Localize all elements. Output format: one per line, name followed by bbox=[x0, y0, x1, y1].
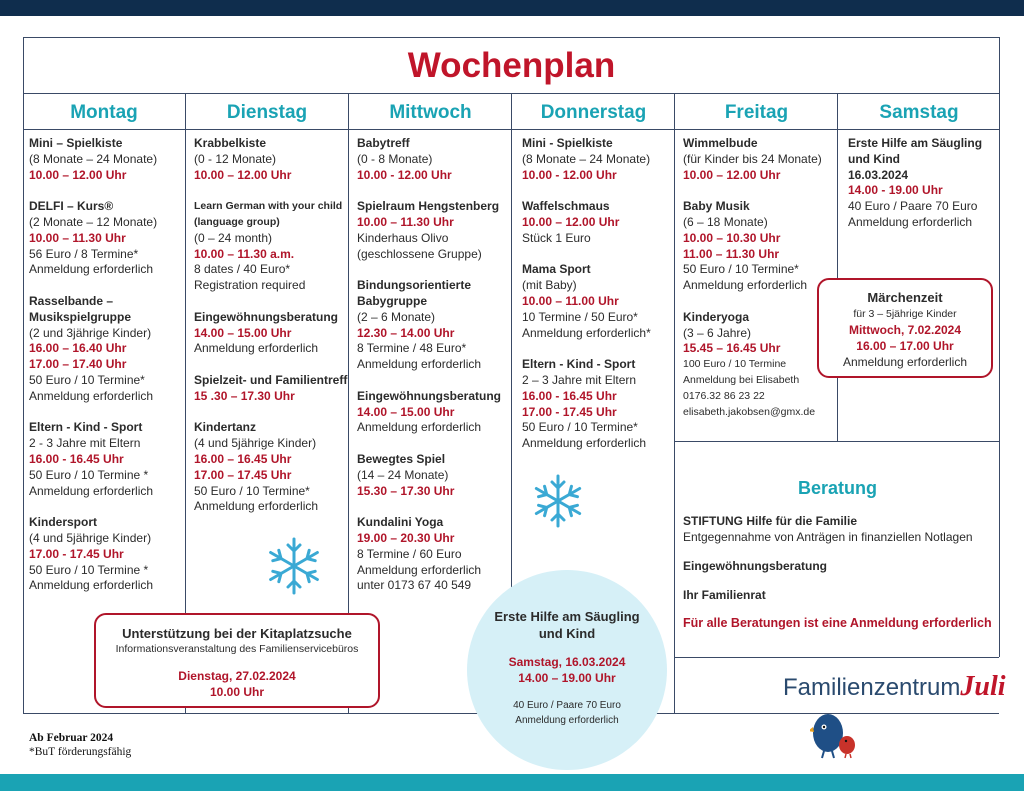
entry-line: Anmeldung erforderlich* bbox=[522, 325, 651, 340]
kitaplatz-box bbox=[94, 613, 380, 708]
column-divider bbox=[837, 94, 838, 441]
maerchenzeit-note: Anmeldung erforderlich bbox=[842, 355, 968, 369]
column-donnerstag bbox=[522, 136, 651, 468]
column-divider bbox=[674, 94, 675, 714]
kitaplatz-subtitle: Informationsveranstaltung des Familienservicebüros bbox=[115, 642, 359, 655]
schedule-entry bbox=[357, 136, 501, 183]
entry-line: Babytreff bbox=[357, 136, 410, 150]
entry-line: 0176.32 86 23 22 bbox=[683, 389, 765, 402]
entry-line: (8 Monate – 24 Monate) bbox=[29, 151, 158, 166]
ersthilfe-title: Erste Hilfe am Säugling bbox=[494, 609, 640, 624]
entry-line: 15.45 – 16.45 Uhr bbox=[683, 341, 781, 356]
ersthilfe-circle bbox=[467, 570, 667, 770]
entry-line: Erste Hilfe am Säugling bbox=[848, 136, 983, 150]
snowflake-icon bbox=[527, 472, 589, 530]
schedule-entry bbox=[522, 262, 651, 341]
entry-line: Learn German with your child bbox=[194, 200, 343, 213]
entry-line: Musikspielgruppe bbox=[29, 309, 132, 324]
schedule-entry bbox=[357, 452, 501, 499]
ersthilfe-title-2: und Kind bbox=[538, 626, 596, 641]
entry-line: Kindertanz bbox=[194, 420, 257, 435]
entry-line: Mini - Spielkiste bbox=[522, 136, 613, 150]
entry-line: unter 0173 67 40 549 bbox=[357, 578, 472, 593]
day-header-samstag: Samstag bbox=[879, 102, 959, 123]
entry-line: Baby Musik bbox=[683, 199, 750, 214]
entry-line: Kindersport bbox=[29, 515, 98, 530]
entry-line: (4 und 5jährige Kinder) bbox=[29, 530, 152, 545]
schedule-entry bbox=[194, 420, 347, 515]
entry-line: 15 .30 – 17.30 Uhr bbox=[194, 388, 295, 403]
entry-line: (4 und 5jährige Kinder) bbox=[194, 436, 317, 451]
entry-line: Anmeldung bei Elisabeth bbox=[683, 373, 800, 386]
schedule-entry bbox=[357, 199, 501, 262]
entry-line: 10.00 – 11.30 a.m. bbox=[194, 246, 295, 261]
day-header-mittwoch: Mittwoch bbox=[389, 102, 472, 123]
beratung-bottom-divider bbox=[674, 657, 1000, 658]
schedule-entry bbox=[522, 199, 651, 246]
entry-line: 10.00 – 12.00 Uhr bbox=[29, 167, 127, 182]
schedule-entry bbox=[357, 278, 501, 373]
entry-line: elisabeth.jakobsen@gmx.de bbox=[683, 405, 816, 418]
entry-line: Bewegtes Spiel bbox=[357, 451, 446, 466]
kitaplatz-time: 10.00 Uhr bbox=[209, 684, 265, 699]
entry-line: 50 Euro / 10 Termine* bbox=[194, 483, 310, 498]
entry-line: Eingewöhnungsberatung bbox=[357, 388, 501, 403]
entry-line: 56 Euro / 8 Termine* bbox=[29, 246, 139, 261]
schedule-entry bbox=[683, 136, 822, 183]
entry-line: 10.00 - 12.00 Uhr bbox=[522, 167, 617, 182]
bottom-bar bbox=[0, 774, 1024, 791]
schedule-entry bbox=[194, 136, 347, 183]
entry-line: Wimmelbude bbox=[683, 136, 758, 150]
entry-line: (2 – 6 Monate) bbox=[357, 309, 436, 324]
maerchenzeit-box bbox=[817, 278, 993, 378]
beratung-notice: Für alle Beratungen ist eine Anmeldung erforderlich bbox=[683, 616, 992, 630]
entry-line: 10.00 – 12.00 Uhr bbox=[683, 167, 781, 182]
column-samstag bbox=[848, 136, 982, 247]
ersthilfe-time: 14.00 – 19.00 Uhr bbox=[518, 671, 616, 685]
entry-line: (für Kinder bis 24 Monate) bbox=[683, 151, 822, 166]
entry-line: 11.00 – 11.30 Uhr bbox=[683, 246, 780, 261]
schedule-entry bbox=[522, 357, 651, 452]
footer-valid-from: Ab Februar 2024 bbox=[29, 732, 114, 744]
schedule-entry bbox=[29, 515, 157, 594]
schedule-entry bbox=[357, 389, 501, 436]
beratung-section bbox=[683, 513, 992, 631]
entry-line: 100 Euro / 10 Termine bbox=[683, 358, 787, 371]
entry-line: 50 Euro / 10 Termine* bbox=[683, 262, 799, 277]
entry-line: und Kind bbox=[848, 151, 900, 166]
beratung-heading: Beratung bbox=[797, 478, 877, 498]
entry-line: 16.00 - 16.45 Uhr bbox=[29, 451, 124, 466]
footer-notes bbox=[29, 731, 131, 759]
entry-line: (0 - 8 Monate) bbox=[357, 151, 433, 166]
schedule-entry bbox=[194, 310, 347, 357]
entry-line: Anmeldung erforderlich bbox=[522, 436, 647, 451]
column-freitag bbox=[683, 136, 822, 436]
entry-line: 10.00 – 12.00 Uhr bbox=[522, 214, 620, 229]
entry-line: Rasselbande – bbox=[29, 293, 114, 308]
logo-accent: Juli bbox=[960, 671, 1006, 702]
maerchenzeit-time: 16.00 – 17.00 Uhr bbox=[856, 339, 954, 353]
entry-line: 2 – 3 Jahre mit Eltern bbox=[522, 372, 637, 387]
snowflake-icon bbox=[263, 535, 325, 597]
entry-line: (8 Monate – 24 Monate) bbox=[522, 151, 651, 166]
entry-line: 50 Euro / 10 Termine* bbox=[29, 372, 145, 387]
day-header-donnerstag: Donnerstag bbox=[540, 102, 647, 123]
page-title: Wochenplan bbox=[23, 38, 1000, 94]
maerchenzeit-subtitle: für 3 – 5jährige Kinder bbox=[853, 308, 957, 320]
entry-line: Eingewöhnungsberatung bbox=[194, 309, 338, 324]
entry-line: 10.00 – 11.30 Uhr bbox=[357, 214, 454, 229]
entry-line: 17.00 - 17.45 Uhr bbox=[522, 404, 617, 419]
entry-line: Anmeldung erforderlich bbox=[683, 278, 808, 293]
entry-line: 16.00 - 16.45 Uhr bbox=[522, 388, 617, 403]
entry-line: (mit Baby) bbox=[522, 278, 577, 293]
entry-line: 17.00 – 17.45 Uhr bbox=[194, 467, 292, 482]
entry-line: Mama Sport bbox=[522, 262, 591, 277]
beratung-stiftung: STIFTUNG Hilfe für die Familie bbox=[683, 514, 858, 528]
entry-line: Kundalini Yoga bbox=[357, 515, 444, 530]
top-bar bbox=[0, 0, 1024, 16]
entry-line: Kinderyoga bbox=[683, 309, 750, 324]
entry-line: Anmeldung erforderlich bbox=[29, 578, 154, 593]
day-header-freitag: Freitag bbox=[724, 102, 789, 123]
schedule-entry bbox=[29, 199, 157, 278]
ersthilfe-price: 40 Euro / Paare 70 Euro bbox=[513, 700, 621, 711]
beratung-eingewoehnung: Eingewöhnungsberatung bbox=[683, 559, 827, 573]
schedule-entry bbox=[683, 199, 822, 294]
column-mittwoch bbox=[357, 136, 501, 610]
entry-line: Anmeldung erforderlich bbox=[357, 420, 482, 435]
day-header-montag: Montag bbox=[70, 102, 138, 123]
entry-line: 16.00 – 16.40 Uhr bbox=[29, 341, 127, 356]
entry-line: 14.00 – 15.00 Uhr bbox=[357, 404, 455, 419]
entry-line: 10.00 – 12.00 Uhr bbox=[194, 167, 292, 182]
schedule-entry bbox=[683, 310, 822, 421]
entry-line: Waffelschmaus bbox=[522, 199, 610, 214]
entry-line: 16.00 – 16.45 Uhr bbox=[194, 451, 292, 466]
entry-line: Spielraum Hengstenberg bbox=[357, 199, 500, 214]
entry-line: (2 Monate – 12 Monate) bbox=[29, 214, 158, 229]
entry-line: Anmeldung erforderlich bbox=[357, 562, 482, 577]
beratung-divider bbox=[674, 441, 1000, 442]
entry-line: 10.00 – 11.30 Uhr bbox=[29, 230, 126, 245]
logo-text: Familienzentrum bbox=[783, 674, 961, 701]
entry-line: 10.00 – 11.00 Uhr bbox=[522, 293, 619, 308]
entry-line: Anmeldung erforderlich bbox=[29, 262, 154, 277]
schedule-entry bbox=[194, 373, 347, 405]
entry-line: 40 Euro / Paare 70 Euro bbox=[848, 199, 978, 214]
entry-line: DELFI – Kurs® bbox=[29, 199, 114, 214]
entry-line: Anmeldung erforderlich bbox=[29, 388, 154, 403]
entry-line: Babygruppe bbox=[357, 293, 428, 308]
entry-line: Anmeldung erforderlich bbox=[194, 499, 319, 514]
schedule-entry bbox=[29, 420, 157, 499]
entry-line: Bindungsorientierte bbox=[357, 278, 472, 293]
bird-logo-icon bbox=[810, 705, 860, 759]
entry-line: Mini – Spielkiste bbox=[29, 136, 123, 150]
day-header-dienstag: Dienstag bbox=[226, 102, 308, 123]
entry-line: (geschlossene Gruppe) bbox=[357, 246, 482, 261]
entry-line: (0 - 12 Monate) bbox=[194, 151, 277, 166]
entry-line: Eltern - Kind - Sport bbox=[522, 357, 636, 372]
entry-line: (0 – 24 month) bbox=[194, 230, 273, 245]
ersthilfe-note: Anmeldung erforderlich bbox=[515, 715, 619, 726]
entry-line: Krabbelkiste bbox=[194, 136, 267, 150]
entry-line: 50 Euro / 10 Termine * bbox=[29, 562, 149, 577]
entry-line: 19.00 – 20.30 Uhr bbox=[357, 530, 455, 545]
kitaplatz-title: Unterstützung bei der Kitaplatzsuche bbox=[122, 626, 352, 641]
maerchenzeit-title: Märchenzeit bbox=[867, 290, 943, 305]
column-montag bbox=[29, 136, 157, 610]
entry-line: Anmeldung erforderlich bbox=[848, 214, 973, 229]
footer-but-note: *BuT förderungsfähig bbox=[29, 746, 132, 758]
entry-line: 14.00 – 15.00 Uhr bbox=[194, 325, 292, 340]
entry-line: Registration required bbox=[194, 278, 306, 293]
entry-line: 17.00 – 17.40 Uhr bbox=[29, 357, 127, 372]
entry-line: Spielzeit- und Familientreff bbox=[194, 372, 348, 387]
entry-line: 10 Termine / 50 Euro* bbox=[522, 309, 638, 324]
column-dienstag bbox=[194, 136, 347, 531]
entry-line: Anmeldung erforderlich bbox=[29, 483, 154, 498]
entry-line: Anmeldung erforderlich bbox=[194, 341, 319, 356]
entry-line: 2 - 3 Jahre mit Eltern bbox=[29, 436, 141, 451]
entry-line: Eltern - Kind - Sport bbox=[29, 420, 143, 435]
entry-line: Stück 1 Euro bbox=[522, 230, 591, 245]
schedule-entry bbox=[522, 136, 651, 183]
entry-line: 10.00 - 12.00 Uhr bbox=[357, 167, 452, 182]
entry-line: 16.03.2024 bbox=[848, 167, 909, 182]
entry-line: (6 – 18 Monate) bbox=[683, 214, 768, 229]
maerchenzeit-date: Mittwoch, 7.02.2024 bbox=[848, 323, 962, 337]
entry-line: 14.00 - 19.00 Uhr bbox=[848, 183, 943, 198]
beratung-stiftung-desc: Entgegennahme von Anträgen in finanziellen Notlagen bbox=[683, 530, 973, 544]
entry-line: 8 Termine / 48 Euro* bbox=[357, 341, 467, 356]
entry-line: (3 – 6 Jahre) bbox=[683, 325, 752, 340]
beratung-familienrat: Ihr Familienrat bbox=[683, 588, 766, 602]
entry-line: 8 dates / 40 Euro* bbox=[194, 262, 291, 277]
entry-line: 12.30 – 14.00 Uhr bbox=[357, 325, 455, 340]
schedule-entry bbox=[357, 515, 501, 594]
familienzentrum-logo bbox=[783, 671, 1006, 703]
ersthilfe-date: Samstag, 16.03.2024 bbox=[508, 655, 626, 669]
entry-line: 15.30 – 17.30 Uhr bbox=[357, 483, 455, 498]
entry-line: 8 Termine / 60 Euro bbox=[357, 546, 462, 561]
entry-line: (2 und 3jährige Kinder) bbox=[29, 325, 152, 340]
schedule-entry bbox=[194, 199, 347, 294]
schedule-entry bbox=[848, 136, 982, 231]
entry-line: Kinderhaus Olivo bbox=[357, 230, 449, 245]
entry-line: 17.00 - 17.45 Uhr bbox=[29, 546, 124, 561]
schedule-entry bbox=[29, 294, 157, 405]
entry-line: 50 Euro / 10 Termine* bbox=[522, 420, 638, 435]
entry-line: 10.00 – 10.30 Uhr bbox=[683, 230, 781, 245]
entry-line: Anmeldung erforderlich bbox=[357, 357, 482, 372]
kitaplatz-date: Dienstag, 27.02.2024 bbox=[178, 669, 296, 683]
entry-line: 50 Euro / 10 Termine * bbox=[29, 467, 149, 482]
entry-line: (language group) bbox=[194, 215, 280, 228]
schedule-entry bbox=[29, 136, 157, 183]
entry-line: (14 – 24 Monate) bbox=[357, 467, 449, 482]
